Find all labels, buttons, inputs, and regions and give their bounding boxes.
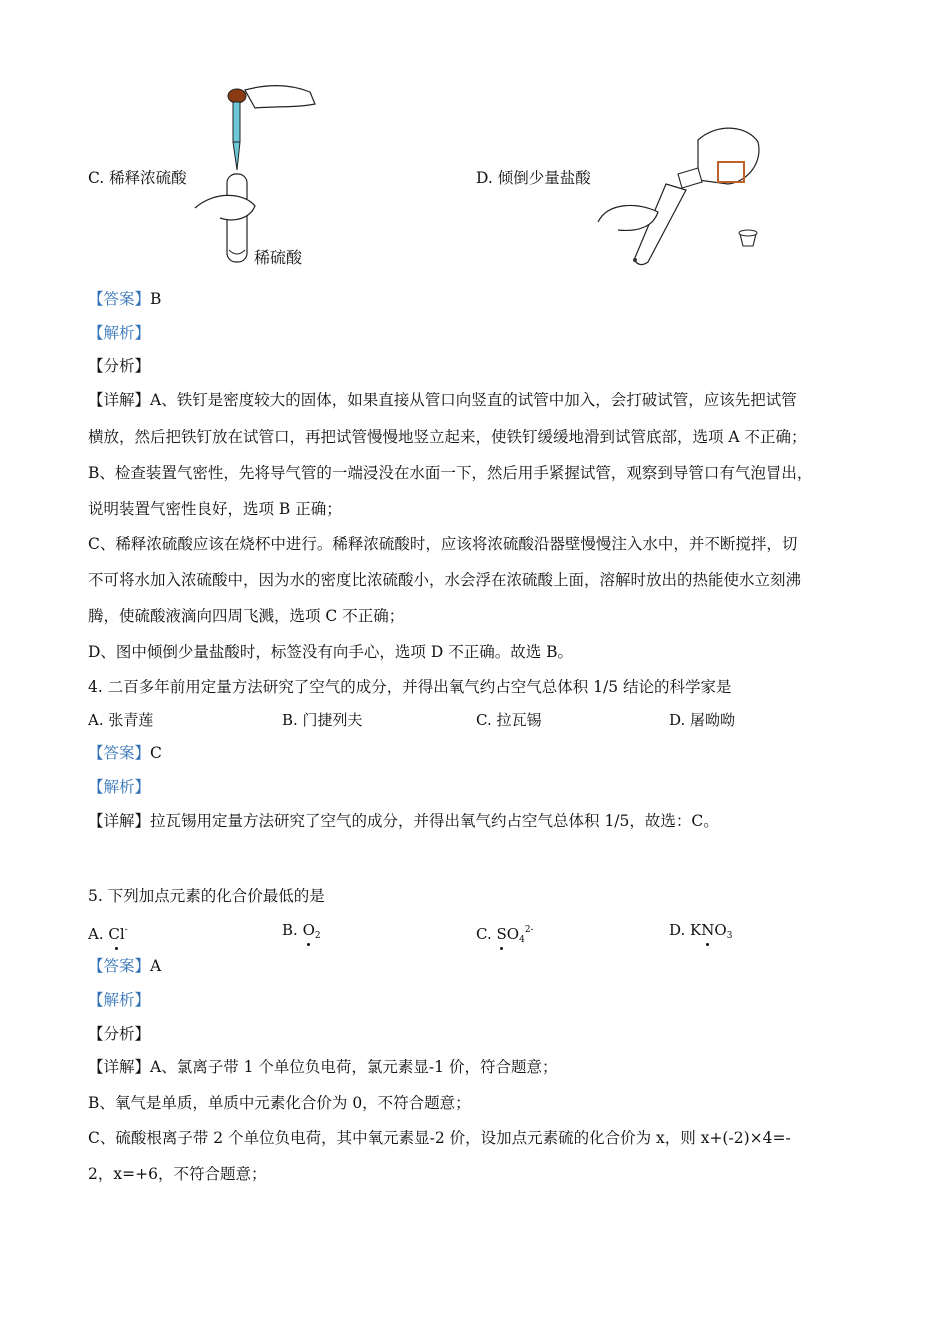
q3-detail-line: C、稀释浓硫酸应该在烧杯中进行。稀释浓硫酸时，应该将浓硫酸沿器壁慢慢注入水中，并不断搅拌，切 bbox=[88, 535, 798, 553]
q3-detail-line: 说明装置气密性良好，选项 B 正确； bbox=[88, 500, 342, 518]
q5-detail-line: C、硫酸根离子带 2 个单位负电荷，其中氧元素显-2 价，设加点元素硫的化合价为 x，则 x+(-2)×4=- bbox=[88, 1129, 791, 1147]
q4-option-c: C. 拉瓦锡 bbox=[476, 711, 542, 729]
q3-option-c-label: C. 稀释浓硫酸 bbox=[88, 169, 187, 187]
detail-tag: 【详解】 bbox=[88, 391, 151, 409]
q4-option-d: D. 屠呦呦 bbox=[669, 711, 736, 729]
q3-detail-line: 横放，然后把铁钉放在试管口，再把试管慢慢地竖立起来，使铁钉缓缓地滑到试管底部，选项 A 不正确； bbox=[88, 428, 807, 446]
q3-analysis-tag: 【解析】 bbox=[88, 324, 151, 342]
q4-option-b: B. 门捷列夫 bbox=[282, 711, 363, 729]
q4-analysis-tag: 【解析】 bbox=[88, 778, 151, 796]
q3-detail-line: 【详解】A、铁钉是密度较大的固体，如果直接从管口向竖直的试管中加入，会打破试管，应该先把试管 bbox=[88, 391, 797, 409]
q3-detail-line: B、检查装置气密性，先将导气管的一端浸没在水面一下，然后用手紧握试管，观察到导管口有气泡冒出， bbox=[88, 464, 813, 482]
q5-detail-line: 2，x=+6，不符合题意； bbox=[88, 1165, 267, 1183]
answer-value: A bbox=[150, 957, 162, 975]
q3-detail-line: 腾，使硫酸液滴向四周飞溅，选项 C 不正确； bbox=[88, 607, 405, 625]
q4-answer bbox=[88, 743, 162, 763]
dotted-element: N bbox=[701, 921, 715, 939]
q4-option-a: A. 张青莲 bbox=[88, 711, 154, 729]
q5-stem: 5. 下列加点元素的化合价最低的是 bbox=[88, 887, 325, 905]
q5-option-a: A. Cl- bbox=[88, 925, 128, 943]
q3-answer bbox=[88, 289, 161, 309]
figure-dilute-acid-illustration bbox=[215, 78, 325, 270]
detail-tag: 【详解】 bbox=[88, 812, 151, 830]
q5-answer bbox=[88, 956, 161, 976]
answer-value: B bbox=[150, 290, 162, 308]
answer-tag: 【答案】 bbox=[88, 744, 151, 762]
dotted-element: O bbox=[302, 921, 315, 939]
q5-option-d: D. $KNO_3$ bbox=[669, 921, 733, 941]
q5-option-c: C. $SO_4^{2-}$ bbox=[476, 925, 534, 945]
figure-c-caption: 稀硫酸 bbox=[254, 248, 303, 267]
dotted-element: Cl bbox=[108, 925, 125, 943]
q5-detail-line: B、氧气是单质，单质中元素化合价为 0，不符合题意； bbox=[88, 1094, 471, 1112]
q5-fenxi-tag: 【分析】 bbox=[88, 1025, 151, 1043]
answer-tag: 【答案】 bbox=[88, 290, 151, 308]
q4-detail: 【详解】拉瓦锡用定量方法研究了空气的成分，并得出氧气约占空气总体积 1/5，故选：C。 bbox=[88, 812, 719, 830]
q3-detail-line: 不可将水加入浓硫酸中，因为水的密度比浓硫酸小，水会浮在浓硫酸上面，溶解时放出的热能使水立刻沸 bbox=[88, 571, 802, 589]
q5-analysis-tag: 【解析】 bbox=[88, 991, 151, 1009]
figure-pour-acid-illustration bbox=[598, 112, 770, 268]
q3-option-d-label: D. 倾倒少量盐酸 bbox=[476, 169, 591, 187]
answer-value: C bbox=[150, 744, 162, 762]
q3-detail-line: D、图中倾倒少量盐酸时，标签没有向手心，选项 D 不正确。故选 B。 bbox=[88, 643, 574, 661]
dotted-element: S bbox=[496, 925, 507, 943]
answer-tag: 【答案】 bbox=[88, 957, 151, 975]
q3-fenxi-tag: 【分析】 bbox=[88, 357, 151, 375]
detail-tag: 【详解】 bbox=[88, 1058, 151, 1076]
q4-stem: 4. 二百多年前用定量方法研究了空气的成分，并得出氧气约占空气总体积 1/5 结论的科学家是 bbox=[88, 678, 732, 696]
q5-option-b: B. $O_2$ bbox=[282, 921, 321, 941]
q5-detail-line: 【详解】A、氯离子带 1 个单位负电荷，氯元素显-1 价，符合题意； bbox=[88, 1058, 558, 1076]
